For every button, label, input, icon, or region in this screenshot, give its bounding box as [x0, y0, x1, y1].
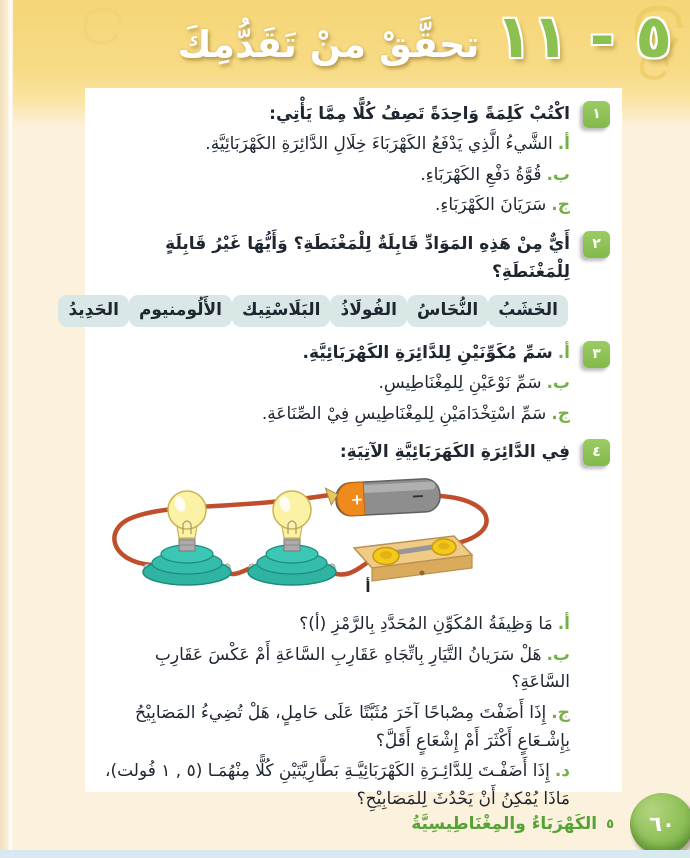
item-letter: أ.: [557, 342, 570, 363]
question-4-item-a: [99, 611, 570, 639]
question-3-item-c: [99, 401, 570, 429]
item-text: سَمِّ نَوْعَيْنِ لِلمِغْنَاطِيسِ.: [378, 373, 542, 394]
material-chip: النُّحَاسُ: [407, 295, 488, 327]
item-letter: ب.: [546, 644, 570, 665]
question-2: [68, 230, 601, 327]
item-text: إِذَا أَضَفْتَ مِصْباحًا آخَرَ مُثَبَّتًا عَلَى حَامِلٍ، هَلْ تُضِيءُ المَصَابِيْحُ بِإِشْـعَاعٍ أَكْثَرَ أَمْ إِشْعَاعٍ أَقَلَّ؟: [134, 702, 570, 751]
material-chip: الأَلُومنيوم: [129, 295, 232, 327]
light-bulb: [248, 491, 336, 585]
material-options: [68, 295, 568, 327]
item-letter: ب.: [546, 164, 570, 185]
bottom-edge-strip: [0, 850, 690, 858]
question-1-item-a: [99, 131, 570, 159]
question-4: [99, 438, 601, 813]
material-chip: الحَدِيدُ: [58, 295, 129, 327]
item-text: سَرَيَانَ الكَهْرَبَاءِ.: [435, 195, 547, 216]
material-chip: الخَشَبُ: [488, 295, 568, 327]
unit-number: ٥: [606, 816, 614, 832]
battery: [325, 479, 441, 518]
question-1-item-c: [99, 192, 570, 220]
question-3-item-b: [99, 370, 570, 398]
swirl-decoration-icon: [80, 4, 126, 46]
item-letter: ج.: [551, 195, 570, 216]
figure-component-label: أ: [364, 578, 371, 597]
item-text: مَا وَظِيفَةُ المُكَوِّنِ المُحَدَّدِ بِالرَّمْزِ (أ)؟: [299, 614, 553, 635]
question-1-number-badge: ١: [583, 101, 610, 128]
question-2-number-badge: ٢: [583, 231, 610, 258]
question-4-item-b: [99, 642, 570, 697]
circuit-figure: [99, 468, 570, 607]
question-1: [99, 100, 601, 220]
content-sheet: [68, 88, 622, 809]
question-4-number-badge: ٤: [583, 439, 610, 466]
item-text: سَمِّ مُكَوِّنَيْنِ لِلدَّائِرَةِ الكَهْرَبَائِيَّةِ.: [302, 342, 553, 363]
battery-minus-label: −: [410, 486, 425, 506]
circuit-illustration: [100, 468, 570, 603]
lesson-title: تحقَّقْ منْ تَقَدُّمِكَ: [177, 22, 480, 66]
chapter-title: الكَهْرَبَاءُ والمِغْنَاطِيسِيَّةُ: [411, 814, 598, 834]
question-2-text: أَيٌّ مِنْ هَذِهِ المَوَادِّ قَابِلَةٌ لِلْمَغْنَطَةِ؟ وَأَيُّهَا غَيْرُ قَابِلَةٍ لِلْمَغْنَطَةِ؟: [165, 233, 570, 282]
material-chip: البَلَاسْتِيك: [232, 295, 330, 327]
item-letter: د.: [554, 761, 570, 782]
item-text: سَمِّ اسْتِخْدَامَيْنِ لِلمِغْنَاطِيسِ فِيْ الصِّنَاعَةِ.: [261, 403, 547, 424]
lesson-number: ٥ - ١١: [495, 2, 672, 72]
item-text: قُوَّةُ دَفْعِ الكَهْرَبَاءِ.: [420, 164, 542, 185]
question-3-item-a: [99, 340, 570, 368]
switch: [354, 536, 472, 581]
item-text: هَلْ سَرَيانُ التَّيَارِ بِاتِّجَاهِ عَقَارِبِ السَّاعَةِ أَمْ عَكْسَ عَقَارِبِ السَّاعَةِ؟: [154, 644, 570, 693]
footer: [411, 814, 614, 834]
item-letter: ب.: [546, 373, 570, 394]
question-3-number-badge: ٣: [583, 341, 610, 368]
item-letter: ج.: [551, 403, 570, 424]
item-text: إِذَا أَضَفْـتَ لِلدَّائِـرَةِ الكَهْرَبَائِيَّـةِ بَطَّارِيَّتَيْنِ كُلًّا مِنْهُمَـا ⁦(٥ , ١ فُولت)⁩، مَاذَا يُمْكِنُ أَنْ يَحْدُثَ لِلمَصَابِيْحِ؟: [104, 761, 570, 809]
item-letter: ج.: [551, 702, 570, 723]
item-letter: أ.: [557, 134, 570, 155]
question-3: [99, 340, 601, 429]
page-title: [178, 4, 672, 70]
item-text: الشَّيءُ الَّذِي يَدْفَعُ الكَهْرَبَاءَ خِلَالِ الدَّائِرَةِ الكَهْرَبَائِيَّةِ.: [205, 134, 553, 155]
page-number-badge: [630, 793, 690, 855]
material-chip: الفُولَاذُ: [330, 295, 407, 327]
question-4-item-d: [99, 758, 570, 813]
battery-plus-label: +: [349, 490, 364, 510]
question-1-text: اكْتُبْ كَلِمَةً وَاحِدَةً تَصِفُ كُلًّا مِمَّا يَأْتِي:: [269, 104, 570, 124]
item-letter: أ.: [557, 614, 570, 635]
question-4-text: فِي الدَّائِرَةِ الكَهَرَبَائِيَّةِ الآتِيَةِ:: [339, 442, 570, 463]
page-binding-strip: [0, 0, 13, 858]
question-1-item-b: [99, 162, 570, 190]
page-number: ٦٠: [649, 812, 675, 836]
question-4-item-c: [99, 700, 570, 755]
